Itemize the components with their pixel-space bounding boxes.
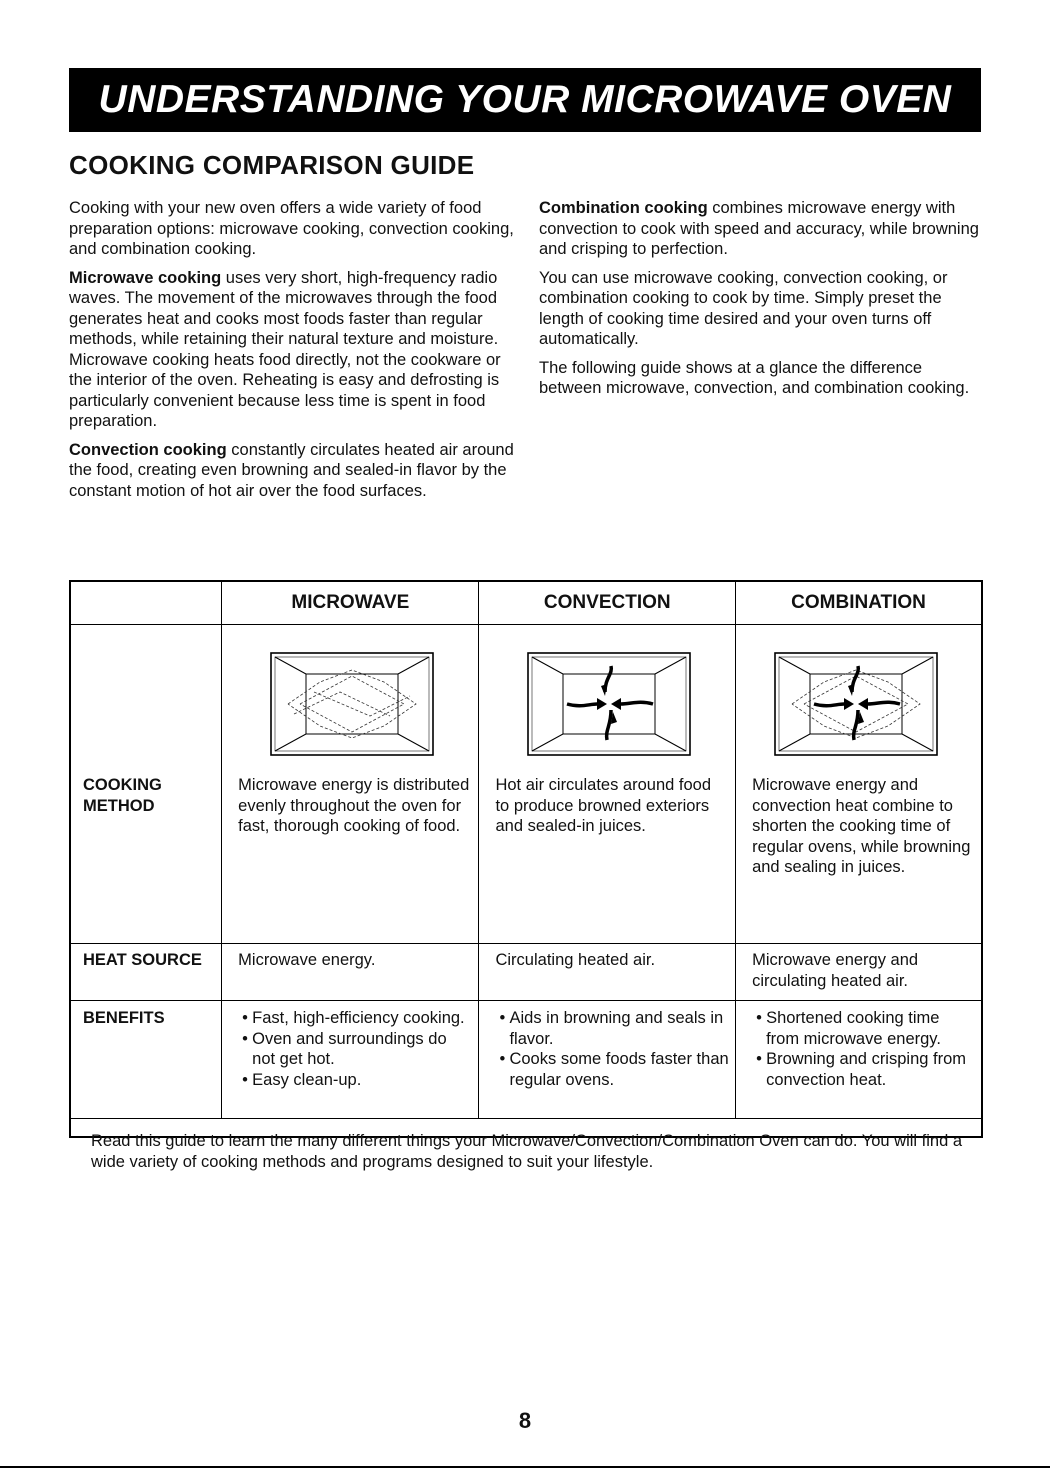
comparison-guide-table: [69, 580, 983, 1171]
term-convection-cooking: Convection cooking: [69, 440, 227, 459]
row-label-cooking-method: COOKING METHOD: [83, 776, 162, 815]
intro-left-column: [69, 198, 514, 509]
microwave-diagram-icon: [270, 652, 434, 756]
combination-cooking-paragraph: [539, 198, 984, 260]
combination-diagram-icon: [774, 652, 938, 756]
cook-by-time-paragraph: You can use microwave cooking, convection cooking, or combination cooking to cook by time. Simply preset the length of cooking time desired and your oven turns off automatically.: [539, 268, 948, 348]
microwave-cooking-paragraph: [69, 268, 514, 432]
combination-benefits-cell: [736, 1001, 981, 1119]
convection-diagram-icon: [527, 652, 691, 756]
benefit-item: • Oven and surroundings do not get hot.: [238, 1029, 472, 1070]
bottom-rule: [0, 1466, 1050, 1468]
benefit-item: • Browning and crisping from convection heat.: [752, 1049, 975, 1090]
header-empty: [71, 582, 222, 625]
benefit-item: • Easy clean-up.: [238, 1070, 472, 1091]
intro-paragraph: Cooking with your new oven offers a wide variety of food preparation options: microwave cooking, convection cooking, and combination cooking.: [69, 199, 514, 258]
row-label-benefits: BENEFITS: [71, 1001, 222, 1119]
term-combination-cooking: Combination cooking: [539, 199, 708, 217]
microwave-method-cell: Microwave energy is distributed evenly throughout the oven for fast, thorough cooking of food.: [222, 775, 479, 944]
header-banner: [69, 68, 981, 132]
benefit-item: • Cooks some foods faster than regular ovens.: [495, 1049, 729, 1090]
benefit-item: • Fast, high-efficiency cooking.: [238, 1008, 472, 1029]
microwave-heat-cell: Microwave energy.: [222, 944, 479, 1001]
row-label-heat-source: HEAT SOURCE: [71, 944, 222, 1001]
header-convection: CONVECTION: [479, 582, 736, 625]
microwave-cooking-text: uses very short, high-frequency radio waves. The movement of the microwaves through the food generates heat and cooks most foods faster than regular methods, while retaining their natural texture and moisture. Microwave cooking heats food directly, not the cookware or the interior of the oven. Reheating is easy and defrosting is particularly convenient because less time is spent in food preparation.: [69, 268, 501, 430]
page-number: 8: [518, 1408, 532, 1433]
banner-title: UNDERSTANDING YOUR MICROWAVE OVEN: [98, 78, 952, 121]
combination-cooking-text: combines microwave energy with convection to cook with speed and accuracy, while browning and crisping to perfection.: [539, 199, 979, 258]
combination-heat-cell: Microwave energy and circulating heated air.: [736, 944, 981, 1001]
guide-footer-note: Read this guide to learn the many different things your Microwave/Convection/Combination Oven can do. You will find a wide variety of cooking methods and programs designed to suit your lifestyle.: [71, 1118, 981, 1187]
benefit-item: • Shortened cooking time from microwave energy.: [752, 1008, 975, 1049]
convection-cooking-paragraph: [69, 440, 514, 502]
guide-intro-paragraph: The following guide shows at a glance the difference between microwave, convection, and combination cooking.: [539, 358, 970, 397]
section-title: COOKING COMPARISON GUIDE: [69, 150, 475, 180]
convection-method-cell: Hot air circulates around food to produce browned exteriors and sealed-in juices.: [479, 775, 736, 944]
header-combination: COMBINATION: [736, 582, 981, 625]
convection-benefits-cell: [479, 1001, 736, 1119]
convection-heat-cell: Circulating heated air.: [479, 944, 736, 1001]
benefit-item: • Aids in browning and seals in flavor.: [495, 1008, 729, 1049]
term-microwave-cooking: Microwave cooking: [69, 268, 222, 287]
convection-cooking-text: constantly circulates heated air around the food, creating even browning and sealed-in flavor by the constant motion of hot air over the food surfaces.: [69, 440, 514, 500]
microwave-benefits-cell: [222, 1001, 479, 1119]
combination-method-cell: Microwave energy and convection heat combine to shorten the cooking time of regular ovens, while browning and sealing in juices.: [736, 775, 981, 944]
intro-right-column: [539, 198, 984, 407]
header-microwave: MICROWAVE: [222, 582, 479, 625]
